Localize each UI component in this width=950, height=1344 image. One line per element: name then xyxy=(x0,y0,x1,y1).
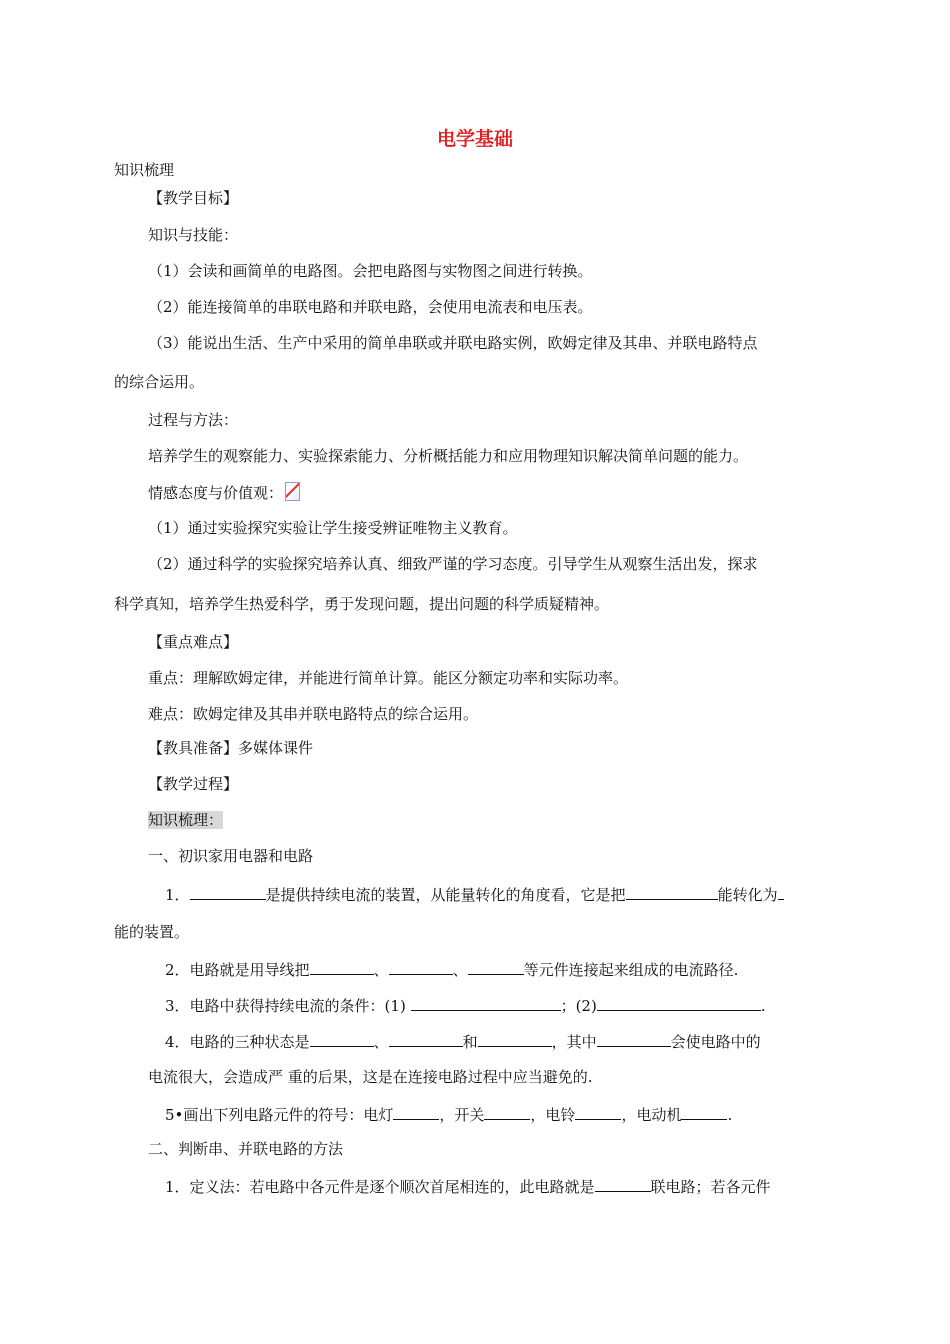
question-2-blank-3[interactable] xyxy=(468,958,524,975)
process-method-heading: 过程与方法： xyxy=(148,411,239,429)
knowledge-skill-item-2: （2）能连接简单的串联电路和并联电路，会使用电流表和电压表。 xyxy=(148,298,593,316)
section-label: 知识梳理 xyxy=(114,161,175,179)
question-4-sep: 、 xyxy=(373,1033,389,1051)
question-2-sep-1: 、 xyxy=(373,961,389,979)
part-two-heading: 二、判断串、并联电路的方法 xyxy=(148,1140,344,1158)
question-1-line xyxy=(165,883,784,905)
process-method-text: 培养学生的观察能力、实验探索能力、分析概括能力和应用物理知识解决简单问题的能力。 xyxy=(148,447,749,465)
attitude-item-2-cont: 科学真知，培养学生热爱科学，勇于发现问题，提出问题的科学质疑精神。 xyxy=(114,595,610,613)
review-label-line xyxy=(148,810,223,830)
question-1-text-a: 是提供持续电流的装置，从能量转化的角度看，它是把 xyxy=(265,886,626,904)
part-two-question-1-line xyxy=(165,1175,771,1197)
key-point: 重点：理解欧姆定律，并能进行简单计算。能区分额定功率和实际功率。 xyxy=(148,669,629,687)
difficult-point: 难点：欧姆定律及其串并联电路特点的综合运用。 xyxy=(148,705,479,723)
question-3-blank-1[interactable] xyxy=(411,994,561,1011)
attitude-item-1: （1）通过实验探究实验让学生接受辨证唯物主义教育。 xyxy=(148,519,518,537)
objectives-heading: 【教学目标】 xyxy=(148,189,239,207)
question-1-number: 1． xyxy=(165,886,190,904)
part-two-question-1-text-a: 1．定义法：若电路中各元件是逐个顺次首尾相连的，此电路就是 xyxy=(165,1178,595,1196)
part-two-question-1-text-b: 联电路；若各元件 xyxy=(650,1178,771,1196)
question-4-line xyxy=(165,1030,761,1052)
embedded-image-icon xyxy=(285,482,300,501)
question-2-line xyxy=(165,958,738,980)
knowledge-skill-item-1: （1）会读和画简单的电路图。会把电路图与实物图之间进行转换。 xyxy=(148,262,593,280)
question-3-end: . xyxy=(760,997,766,1015)
question-3-text-a: 3．电路中获得持续电流的条件：(1) xyxy=(165,997,406,1015)
knowledge-skill-item-3: （3）能说出生活、生产中采用的简单串联或并联电路实例，欧姆定律及其串、并联电路特点 xyxy=(148,334,758,352)
review-label: 知识梳理： xyxy=(148,811,224,829)
part-two-question-1-blank[interactable] xyxy=(595,1175,651,1192)
question-3-line xyxy=(165,994,766,1016)
question-4-text-b: ，其中 xyxy=(551,1033,597,1051)
question-5-blank-2[interactable] xyxy=(484,1103,530,1120)
question-1-cont: 能的装置。 xyxy=(114,923,190,941)
question-4-blank-4[interactable] xyxy=(597,1030,671,1047)
question-1-blank-1[interactable] xyxy=(190,883,266,900)
knowledge-skill-heading: 知识与技能： xyxy=(148,226,239,244)
question-4-text-a: 4．电路的三种状态是 xyxy=(165,1033,310,1051)
question-2-blank-2[interactable] xyxy=(389,958,453,975)
question-3-text-b: ；(2) xyxy=(560,997,597,1015)
question-2-text-a: 2．电路就是用导线把 xyxy=(165,961,310,979)
question-5-blank-4[interactable] xyxy=(681,1103,727,1120)
question-1-blank-2[interactable] xyxy=(626,883,718,900)
question-4-cont: 电流很大，会造成严 重的后果，这是在连接电路过程中应当避免的. xyxy=(148,1068,593,1086)
question-4-and: 和 xyxy=(462,1033,478,1051)
question-3-blank-2[interactable] xyxy=(597,994,761,1011)
teaching-process-heading: 【教学过程】 xyxy=(148,775,239,793)
document-title: 电学基础 xyxy=(436,128,513,150)
attitude-item-2: （2）通过科学的实验探究培养认真、细致严谨的学习态度。引导学生从观察生活出发，探求 xyxy=(148,555,758,573)
question-2-sep-2: 、 xyxy=(452,961,468,979)
part-one-heading: 一、初识家用电器和电路 xyxy=(148,847,314,865)
question-4-blank-3[interactable] xyxy=(478,1030,552,1047)
key-points-heading: 【重点难点】 xyxy=(148,633,239,651)
question-1-blank-3[interactable] xyxy=(778,883,784,900)
question-1-text-b: 能转化为 xyxy=(717,886,778,904)
attitude-heading-line xyxy=(148,482,300,503)
question-4-text-c: 会使电路中的 xyxy=(670,1033,761,1051)
question-5-blank-3[interactable] xyxy=(575,1103,621,1120)
question-5-end: . xyxy=(727,1106,733,1124)
question-2-blank-1[interactable] xyxy=(310,958,374,975)
attitude-heading: 情感态度与价值观： xyxy=(148,484,284,502)
question-4-blank-1[interactable] xyxy=(310,1030,374,1047)
teaching-tools: 【教具准备】多媒体课件 xyxy=(148,739,314,757)
question-4-blank-2[interactable] xyxy=(389,1030,463,1047)
question-2-text-b: 等元件连接起来组成的电流路径. xyxy=(523,961,739,979)
question-5-text-a: 5•画出下列电路元件的符号：电灯 xyxy=(165,1106,394,1124)
question-5-line xyxy=(165,1103,732,1125)
knowledge-skill-item-3-cont: 的综合运用。 xyxy=(114,373,205,391)
question-5-text-c: ，电铃 xyxy=(530,1106,576,1124)
question-5-text-d: ，电动机 xyxy=(621,1106,682,1124)
question-5-blank-1[interactable] xyxy=(393,1103,439,1120)
question-5-text-b: ，开关 xyxy=(439,1106,485,1124)
